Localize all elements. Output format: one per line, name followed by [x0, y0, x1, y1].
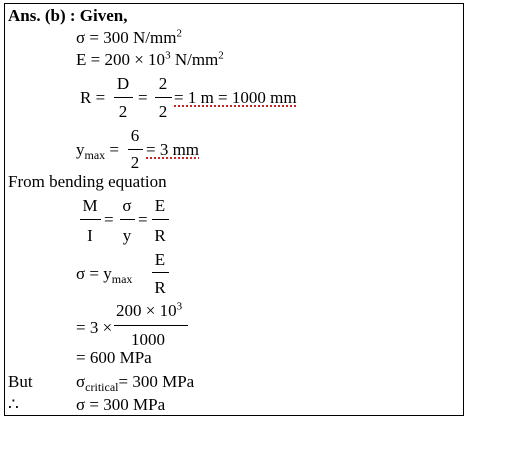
answer-box [4, 3, 464, 416]
stress-den: R [154, 278, 166, 297]
ymax-bar [128, 149, 143, 150]
radius-frac2-num: 2 [158, 74, 168, 93]
ymax-num: 6 [130, 126, 140, 145]
radius-eq1: = [138, 88, 148, 107]
therefore-value: σ = 300 MPa [76, 395, 166, 414]
but-critical: $\sigma_{critical}= 300$ MPa [76, 372, 195, 394]
radius-frac1-den: 2 [118, 102, 128, 121]
stress-lhs: $\sigma = y_{max}$ [76, 264, 133, 286]
radius-lhs: R = [80, 88, 106, 107]
bending-y: y [122, 226, 132, 245]
radius-result: = 1 m = 1000 mm [174, 88, 297, 107]
radius-frac1-num: D [116, 74, 130, 93]
calc-bar [114, 325, 188, 326]
bending-bar-1 [80, 219, 101, 220]
bending-eq-2: = [138, 210, 148, 229]
stress-num: E [154, 250, 166, 269]
bending-e: E [154, 196, 166, 215]
therefore-symbol: ∴ [8, 395, 19, 414]
bending-bar-2 [120, 219, 135, 220]
ymax-lhs: $y_{max}$ = [76, 140, 120, 162]
calc-prefix: = 3 × [76, 318, 113, 337]
calc-num: $200 \times 10^3$ [116, 300, 183, 320]
ymax-den: 2 [130, 153, 140, 172]
bending-heading: From bending equation [8, 172, 167, 191]
calc-den: 1000 [131, 330, 165, 349]
but-label: But [8, 372, 33, 391]
given-sigma: σ = 300 $N/mm^2$ [76, 27, 182, 47]
bending-eq-1: = [104, 210, 114, 229]
given-modulus: $E = 200 \times 10^3$ $N/mm^2$ [76, 49, 224, 69]
bending-sigma: σ [122, 196, 132, 215]
answer-header: Ans. (b) : Given, [8, 6, 128, 25]
stress-bar [152, 272, 169, 273]
radius-frac2-den: 2 [158, 102, 168, 121]
bending-m: M [82, 196, 98, 215]
radius-frac1-bar [114, 97, 133, 98]
calc-result: = 600 MPa [76, 348, 152, 367]
radius-frac2-bar [155, 97, 172, 98]
bending-r: R [154, 226, 166, 245]
bending-i: I [87, 226, 93, 245]
bending-bar-3 [152, 219, 169, 220]
ymax-result: = 3 mm [146, 140, 200, 159]
